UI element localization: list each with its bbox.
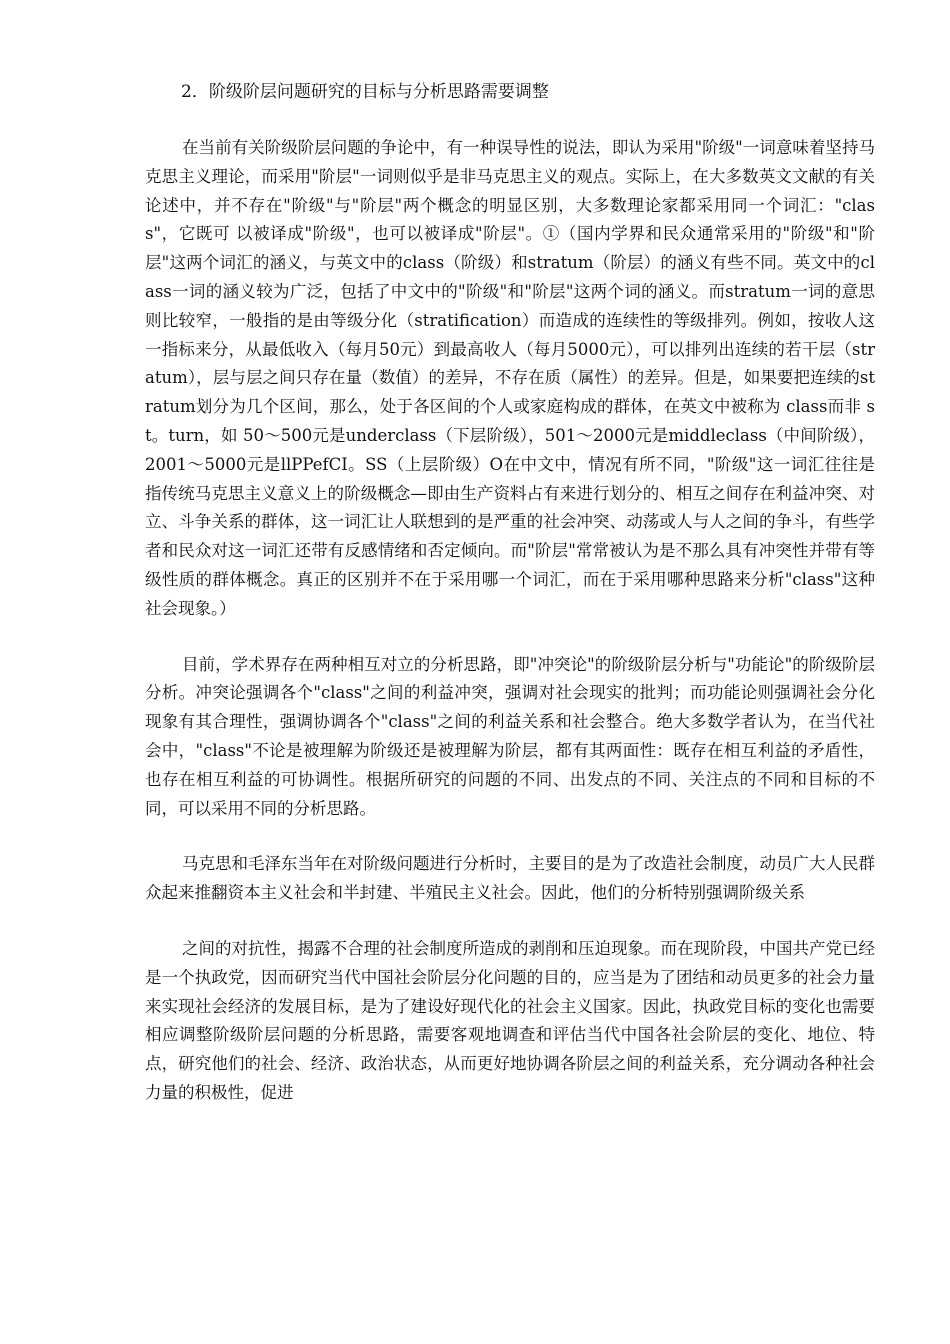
document-page — [145, 78, 875, 1135]
paragraph-class-terminology: 在当前有关阶级阶层问题的争论中，有一种误导性的说法，即认为采用"阶级"一词意味着坚持马克思主义理论，而采用"阶层"一词则似乎是非马克思主义的观点。实际上，在大多数英文文献的有关论述中，并不存在"阶级"与"阶层"两个概念的明显区别，大多数理论家都采用同一个词汇："class"，它既可 以被译成"阶级"，也可以被译成"阶层"。①（国内学界和民众通常采用的"阶级"和"阶层"这两个词汇的涵义，与英文中的class（阶级）和stratum（阶层）的涵义有些不同。英文中的class一词的涵义较为广泛，包括了中文中的"阶级"和"阶层"这两个词的涵义。而stratum一词的意思则比较窄，一般指的是由等级分化（stratification）而造成的连续性的等级排列。例如，按收人这一指标来分，从最低收入（每月50元）到最高收人（每月5000元），可以排列出连续的若干层（stratum），层与层之间只存在量（数值）的差异，不存在质（属性）的差异。但是，如果要把连续的stratum划分为几个区间，那么，处于各区间的个人或家庭构成的群体，在英文中被称为 class而非 st。turn，如 50～500元是underclass（下层阶级），501～2000元是middleclass（中间阶级），2001～5000元是llPPefCI。SS（上层阶级）O在中文中，情况有所不同，"阶级"这一词汇往往是指传统马克思主义意义上的阶级概念—即由生产资料占有来进行划分的、相互之间存在利益冲突、对立、斗争关系的群体，这一词汇让人联想到的是严重的社会冲突、动荡或人与人之间的争斗，有些学者和民众对这一词汇还带有反感情绪和否定倾向。而"阶层"常常被认为是不那么具有冲突性并带有等级性质的群体概念。真正的区别并不在于采用哪一个词汇，而在于采用哪种思路来分析"class"这种社会现象。） — [145, 138, 875, 618]
section-heading: 2．阶级阶层问题研究的目标与分析思路需要调整 — [181, 82, 549, 102]
paragraph-analysis-approaches: 目前，学术界存在两种相互对立的分析思路，即"冲突论"的阶级阶层分析与"功能论"的阶级阶层分析。冲突论强调各个"class"之间的利益冲突，强调对社会现实的批判；而功能论则强调社会分化现象有其合理性，强调协调各个"class"之间的利益关系和社会整合。绝大多数学者认为，在当代社会中，"class"不论是被理解为阶级还是被理解为阶层，都有其两面性：既存在相互利益的矛盾性，也存在相互利益的可协调性。根据所研究的问题的不同、出发点的不同、关注点的不同和目标的不同，可以采用不同的分析思路。 — [145, 654, 875, 818]
paragraph-current-stage: 之间的对抗性，揭露不合理的社会制度所造成的剥削和压迫现象。而在现阶段，中国共产党已经是一个执政党，因而研究当代中国社会阶层分化问题的目的，应当是为了团结和动员更多的社会力量来实现社会经济的发展目标，是为了建设好现代化的社会主义国家。因此，执政党目标的变化也需要相应调整阶级阶层问题的分析思路，需要客观地调查和评估当代中国各社会阶层的变化、地位、特点，研究他们的社会、经济、政治状态，从而更好地协调各阶层之间的利益关系，充分调动各种社会力量的积极性，促进 — [145, 938, 875, 1102]
paragraph-marx-mao-analysis: 马克思和毛泽东当年在对阶级问题进行分析时，主要目的是为了改造社会制度，动员广大人民群众起来推翻资本主义社会和半封建、半殖民主义社会。因此，他们的分析特别强调阶级关系 — [145, 854, 875, 903]
